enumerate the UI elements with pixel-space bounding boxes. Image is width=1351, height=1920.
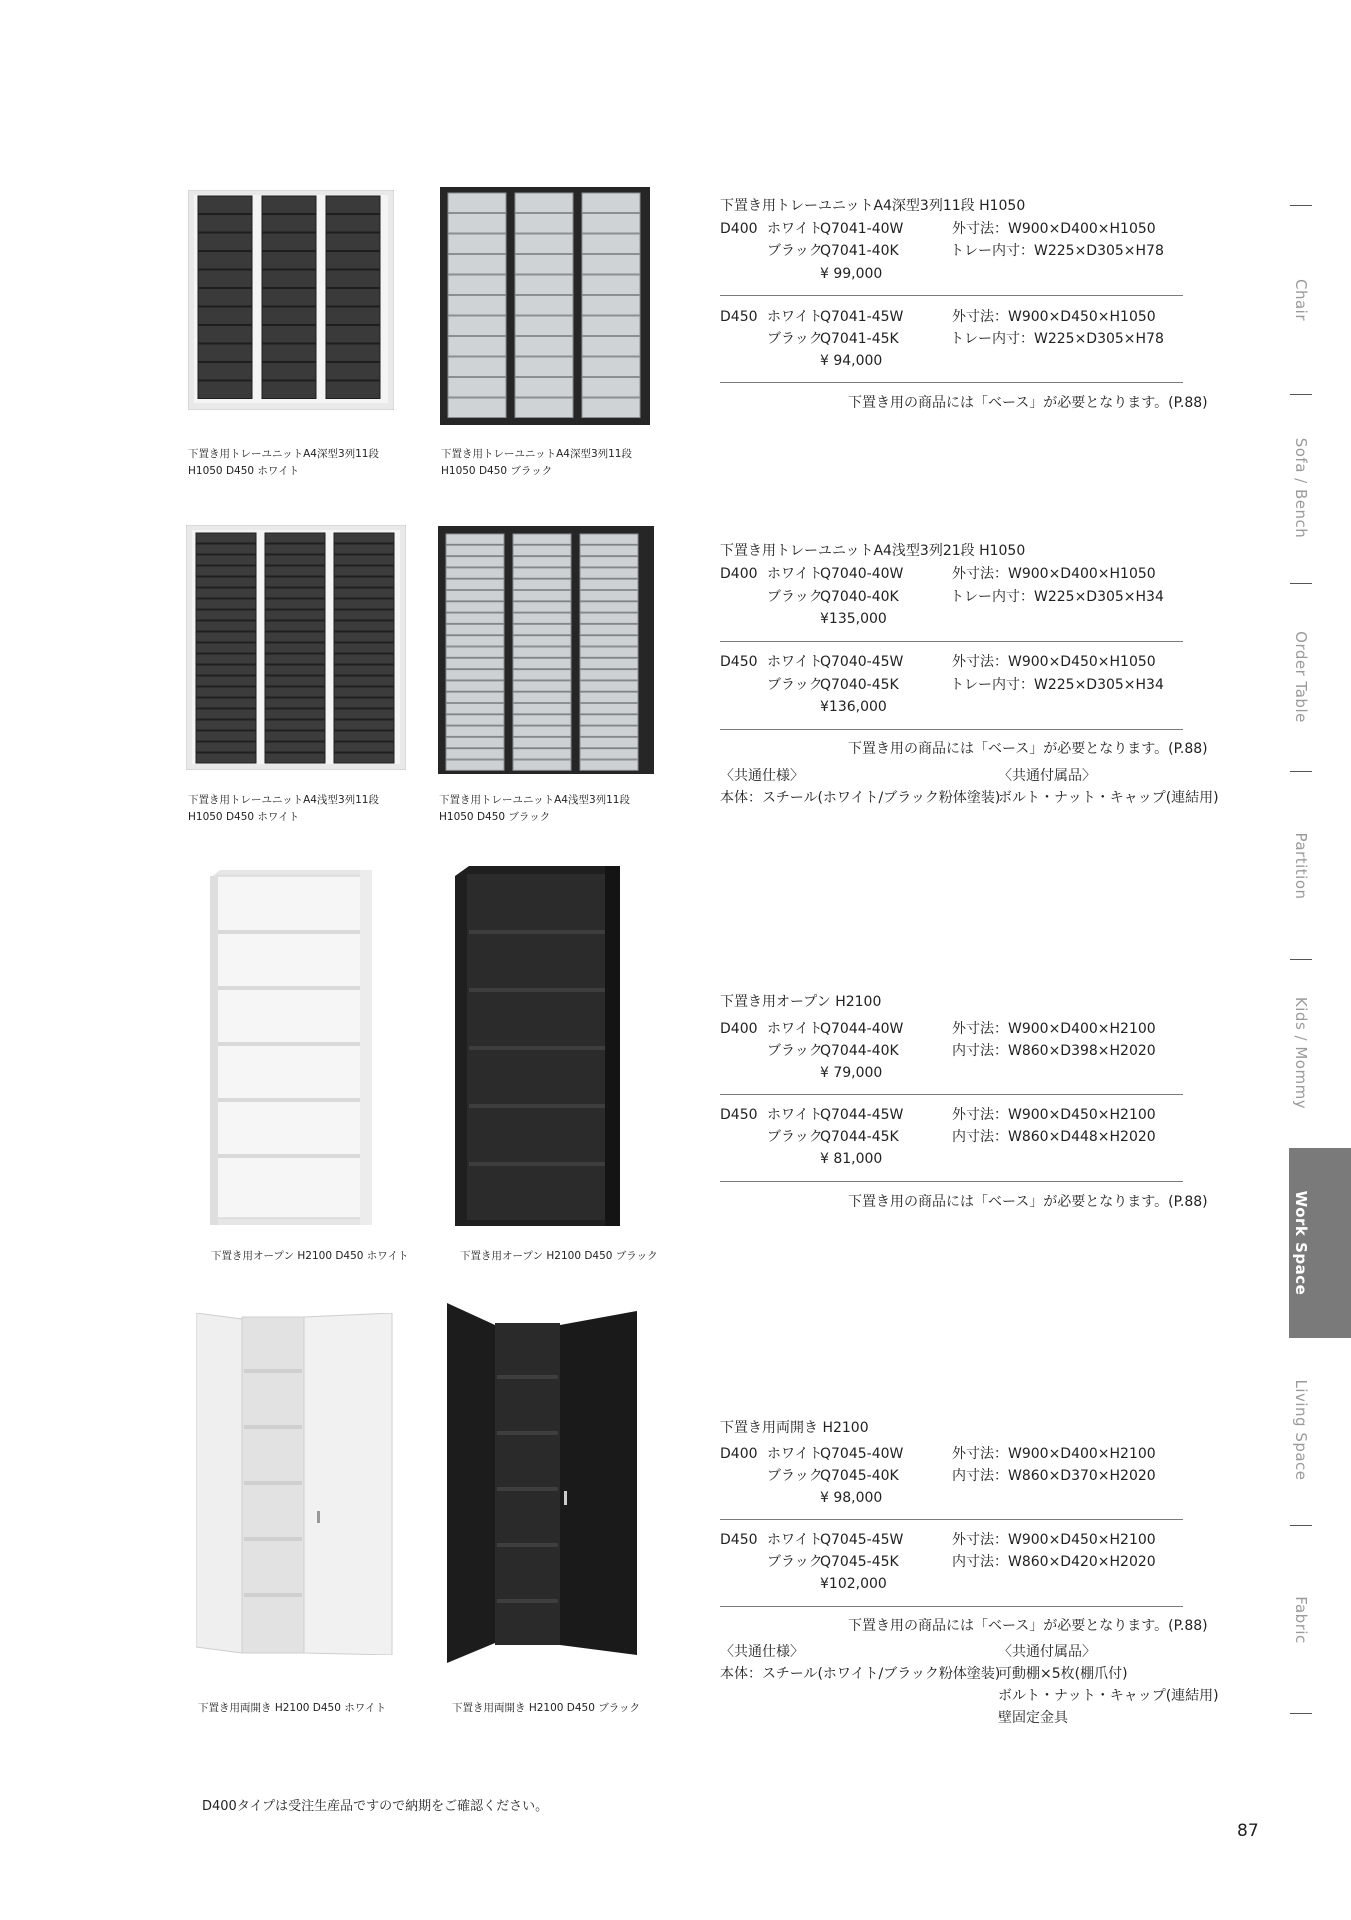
outer-dimensions: 外寸法：W900×D400×H2100 [952, 1021, 1156, 1037]
product-code: Q7041-40K [820, 243, 899, 259]
sidebar-item-fabric[interactable]: Fabric [1292, 1596, 1310, 1644]
price: ¥136,000 [820, 699, 887, 715]
outer-dimensions: 外寸法：W900×D450×H2100 [952, 1107, 1156, 1123]
spec-line: 本体：スチール(ホワイト/ブラック粉体塗装) [720, 1666, 1001, 1682]
accessory-heading: 〈共通付属品〉 [998, 1644, 1096, 1660]
price: ¥ 99,000 [820, 266, 883, 282]
accessory-line: ボルト・ナット・キャップ(連結用) [998, 1688, 1219, 1704]
caption-line: H1050 D450 ブラック [441, 465, 553, 477]
color-label: ブラック [767, 243, 823, 259]
product-title: 下置き用オープン H2100 [720, 994, 882, 1010]
product-code: Q7041-45W [820, 309, 904, 325]
divider [720, 1094, 1183, 1095]
price: ¥ 81,000 [820, 1151, 883, 1167]
depth-label: D450 [720, 654, 758, 670]
spec-line: 本体：スチール(ホワイト/ブラック粉体塗装) [720, 790, 1001, 806]
depth-label: D450 [720, 1532, 758, 1548]
color-label: ホワイト [767, 566, 823, 582]
color-label: ホワイト [767, 1021, 823, 1037]
product-code: Q7045-45W [820, 1532, 904, 1548]
color-label: ブラック [767, 331, 823, 347]
sidebar-item-kids-mommy[interactable]: Kids / Mommy [1292, 996, 1310, 1110]
product-title: 下置き用トレーユニットA4浅型3列21段 H1050 [720, 543, 1026, 559]
outer-dimensions: 外寸法：W900×D450×H2100 [952, 1532, 1156, 1548]
photo-caption: 下置き用両開き H2100 D450 ホワイト [198, 1702, 386, 1714]
inner-dimensions: トレー内寸：W225×D305×H78 [950, 331, 1164, 347]
caption-line: H1050 D450 ホワイト [188, 811, 300, 823]
sidebar-item-chair[interactable]: Chair [1292, 278, 1310, 322]
outer-dimensions: 外寸法：W900×D400×H1050 [952, 221, 1156, 237]
inner-dimensions: 内寸法：W860×D448×H2020 [952, 1129, 1156, 1145]
color-label: ホワイト [767, 654, 823, 670]
sidebar-item-living-space[interactable]: Living Space [1292, 1379, 1310, 1481]
color-label: ブラック [767, 1129, 823, 1145]
inner-dimensions: トレー内寸：W225×D305×H78 [950, 243, 1164, 259]
color-label: ホワイト [767, 309, 823, 325]
depth-label: D400 [720, 1021, 758, 1037]
product-code: Q7045-40W [820, 1446, 904, 1462]
sidebar-item-work-space[interactable]: Work Space [1292, 1190, 1310, 1296]
photo-caption [439, 792, 630, 826]
product-code: Q7045-45K [820, 1554, 899, 1570]
color-label: ホワイト [767, 1532, 823, 1548]
nav-divider [1290, 1713, 1312, 1714]
price: ¥102,000 [820, 1576, 887, 1592]
color-label: ホワイト [767, 221, 823, 237]
accessory-line: 壁固定金具 [998, 1710, 1068, 1726]
sidebar-item-partition[interactable]: Partition [1292, 832, 1310, 900]
caption-line: 下置き用トレーユニットA4深型3列11段 [188, 448, 379, 460]
color-label: ブラック [767, 1468, 823, 1484]
sidebar-item-order-table[interactable]: Order Table [1292, 631, 1310, 723]
divider [720, 1181, 1183, 1182]
product-code: Q7044-45W [820, 1107, 904, 1123]
base-note: 下置き用の商品には「ベース」が必要となります。(P.88) [848, 741, 1208, 757]
depth-label: D450 [720, 309, 758, 325]
white-open-shelf-image [210, 870, 372, 1225]
caption-line: 下置き用トレーユニットA4浅型3列11段 [439, 794, 630, 806]
page-number: 87 [1237, 1821, 1259, 1841]
photo-caption [188, 446, 379, 480]
photo-caption [441, 446, 632, 480]
color-label: ブラック [767, 1043, 823, 1059]
white-tray-unit-deep-image [188, 190, 394, 410]
product-code: Q7040-40K [820, 589, 899, 605]
spec-heading: 〈共通仕様〉 [720, 1644, 804, 1660]
base-note: 下置き用の商品には「ベース」が必要となります。(P.88) [848, 1194, 1208, 1210]
footer-note: D400タイプは受注生産品ですので納期をご確認ください。 [202, 1799, 549, 1814]
product-code: Q7041-40W [820, 221, 904, 237]
color-label: ブラック [767, 1554, 823, 1570]
outer-dimensions: 外寸法：W900×D400×H1050 [952, 566, 1156, 582]
divider [720, 1519, 1183, 1520]
depth-label: D400 [720, 221, 758, 237]
divider [720, 382, 1183, 383]
product-code: Q7040-45W [820, 654, 904, 670]
black-tray-unit-shallow-image [438, 526, 654, 774]
white-double-door-cabinet-image [196, 1313, 396, 1655]
accessory-heading: 〈共通付属品〉 [998, 768, 1096, 784]
divider [720, 641, 1183, 642]
depth-label: D450 [720, 1107, 758, 1123]
photo-caption: 下置き用オープン H2100 D450 ホワイト [211, 1250, 409, 1262]
black-tray-unit-deep-image [440, 187, 650, 425]
color-label: ホワイト [767, 1446, 823, 1462]
nav-divider [1290, 959, 1312, 960]
inner-dimensions: トレー内寸：W225×D305×H34 [950, 677, 1164, 693]
depth-label: D400 [720, 1446, 758, 1462]
accessory-line: ボルト・ナット・キャップ(連結用) [998, 790, 1219, 806]
nav-divider [1290, 394, 1312, 395]
nav-divider [1290, 583, 1312, 584]
photo-caption: 下置き用両開き H2100 D450 ブラック [452, 1702, 641, 1714]
black-double-door-cabinet-image [447, 1303, 637, 1663]
price: ¥135,000 [820, 611, 887, 627]
white-tray-unit-shallow-image [186, 525, 406, 770]
black-open-shelf-image [455, 866, 620, 1226]
nav-divider [1290, 1525, 1312, 1526]
product-code: Q7041-45K [820, 331, 899, 347]
product-code: Q7040-45K [820, 677, 899, 693]
divider [720, 1606, 1183, 1607]
accessory-line: 可動棚×5枚(棚爪付) [998, 1666, 1128, 1682]
inner-dimensions: トレー内寸：W225×D305×H34 [950, 589, 1164, 605]
depth-label: D400 [720, 566, 758, 582]
spec-heading: 〈共通仕様〉 [720, 768, 804, 784]
inner-dimensions: 内寸法：W860×D420×H2020 [952, 1554, 1156, 1570]
color-label: ホワイト [767, 1107, 823, 1123]
price: ¥ 79,000 [820, 1065, 883, 1081]
sidebar-item-sofa-bench[interactable]: Sofa / Bench [1292, 437, 1310, 539]
caption-line: H1050 D450 ホワイト [188, 465, 300, 477]
color-label: ブラック [767, 589, 823, 605]
outer-dimensions: 外寸法：W900×D450×H1050 [952, 309, 1156, 325]
nav-divider [1290, 771, 1312, 772]
inner-dimensions: 内寸法：W860×D370×H2020 [952, 1468, 1156, 1484]
product-title: 下置き用トレーユニットA4深型3列11段 H1050 [720, 198, 1026, 214]
product-code: Q7045-40K [820, 1468, 899, 1484]
outer-dimensions: 外寸法：W900×D400×H2100 [952, 1446, 1156, 1462]
base-note: 下置き用の商品には「ベース」が必要となります。(P.88) [848, 395, 1208, 411]
caption-line: 下置き用トレーユニットA4浅型3列11段 [188, 794, 379, 806]
product-code: Q7040-40W [820, 566, 904, 582]
inner-dimensions: 内寸法：W860×D398×H2020 [952, 1043, 1156, 1059]
outer-dimensions: 外寸法：W900×D450×H1050 [952, 654, 1156, 670]
nav-divider [1290, 205, 1312, 206]
price: ¥ 98,000 [820, 1490, 883, 1506]
caption-line: H1050 D450 ブラック [439, 811, 551, 823]
color-label: ブラック [767, 677, 823, 693]
caption-line: 下置き用トレーユニットA4深型3列11段 [441, 448, 632, 460]
product-title: 下置き用両開き H2100 [720, 1420, 869, 1436]
divider [720, 295, 1183, 296]
photo-caption [188, 792, 379, 826]
product-code: Q7044-40K [820, 1043, 899, 1059]
photo-caption: 下置き用オープン H2100 D450 ブラック [460, 1250, 658, 1262]
product-code: Q7044-45K [820, 1129, 899, 1145]
price: ¥ 94,000 [820, 353, 883, 369]
base-note: 下置き用の商品には「ベース」が必要となります。(P.88) [848, 1618, 1208, 1634]
divider [720, 729, 1183, 730]
product-code: Q7044-40W [820, 1021, 904, 1037]
